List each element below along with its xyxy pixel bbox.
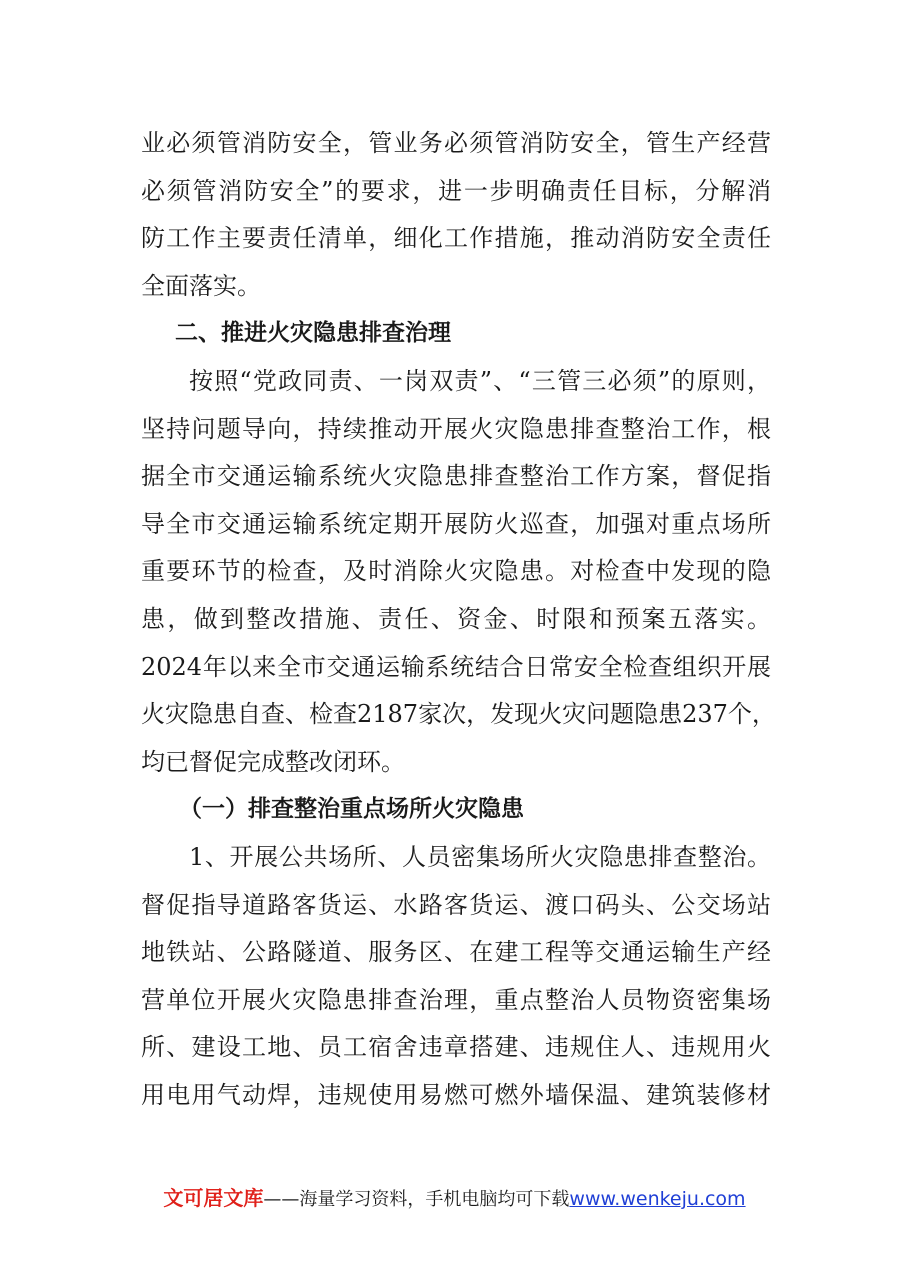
text-line: 必须管消防安全”的要求，进一步明确责任目标，分解消 <box>141 176 771 205</box>
text-line: 2024年以来全市交通运输系统结合日常安全检查组织开展 <box>141 652 771 681</box>
text-line: 业必须管消防安全，管业务必须管消防安全，管生产经营 <box>141 129 771 157</box>
text-line: 地铁站、公路隧道、服务区、在建工程等交通运输生产经 <box>141 938 771 967</box>
text-line: 据全市交通运输系统火灾隐患排查整治工作方案，督促指 <box>141 462 771 491</box>
page-footer <box>0 1182 909 1211</box>
text-line: 所、建设工地、员工宿舍违章搭建、违规住人、违规用火 <box>141 1033 771 1062</box>
section-heading: 二、推进火灾隐患排查治理 <box>175 320 451 347</box>
subsection-heading: （一）排查整治重点场所火灾隐患 <box>179 796 524 823</box>
text-line: 1、开展公共场所、人员密集场所火灾隐患排查整治。 <box>189 842 771 871</box>
text-line: 均已督促完成整改闭环。 <box>141 747 405 776</box>
text-line: 按照“党政同责、一岗双责”、“三管三必须”的原则， <box>189 366 771 395</box>
text-line: 防工作主要责任清单，细化工作措施，推动消防安全责任 <box>141 224 771 253</box>
footer-website-link[interactable]: www.wenkeju.com <box>569 1188 746 1210</box>
footer-slogan: ——海量学习资料，手机电脑均可下载 <box>263 1189 570 1210</box>
text-line: 全面落实。 <box>141 271 261 300</box>
text-line: 营单位开展火灾隐患排查治理，重点整治人员物资密集场 <box>141 985 771 1014</box>
text-line: 用电用气动焊，违规使用易燃可燃外墙保温、建筑装修材 <box>141 1080 771 1109</box>
text-line: 坚持问题导向，持续推动开展火灾隐患排查整治工作，根 <box>141 414 771 443</box>
text-line: 患，做到整改措施、责任、资金、时限和预案五落实。 <box>141 604 771 633</box>
text-line: 火灾隐患自查、检查2187家次，发现火灾问题隐患237个， <box>141 700 776 729</box>
text-line: 督促指导道路客货运、水路客货运、渡口码头、公交场站 <box>141 890 771 919</box>
text-line: 导全市交通运输系统定期开展防火巡查，加强对重点场所 <box>141 509 771 538</box>
document-body <box>141 120 776 1119</box>
footer-brand: 文可居文库 <box>163 1186 264 1210</box>
text-line: 重要环节的检查，及时消除火灾隐患。对检查中发现的隐 <box>141 557 771 586</box>
